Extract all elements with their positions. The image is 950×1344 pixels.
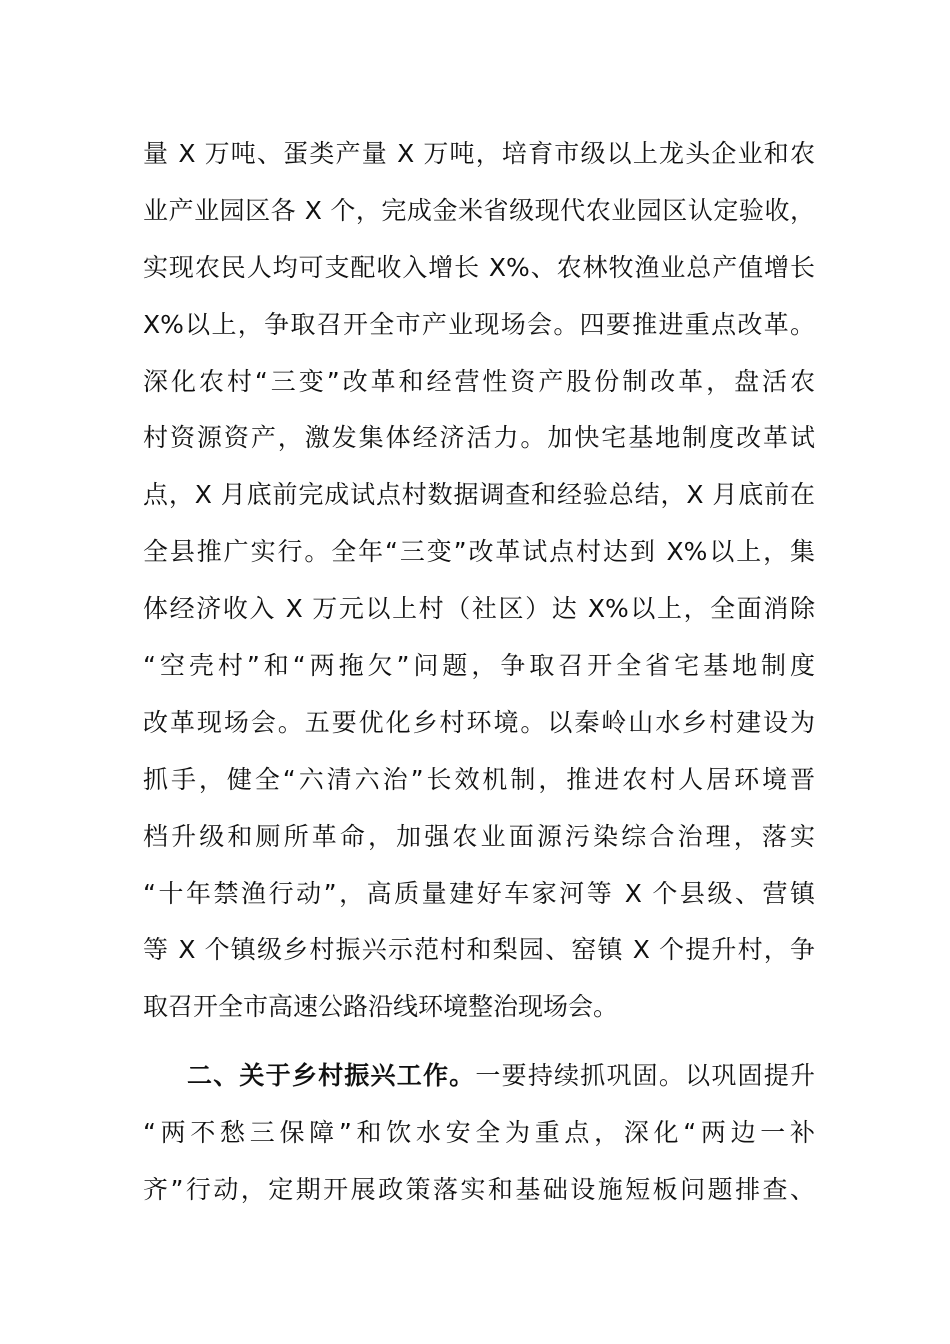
text-line: 取召开全市高速公路沿线环境整治现场会。 (143, 992, 619, 1022)
text-line: 量 X 万吨、蛋类产量 X 万吨，培育市级以上龙头企业和农 (143, 139, 815, 168)
document-body (143, 126, 815, 1219)
paragraph-spacer (143, 1036, 815, 1048)
text-line: 档升级和厕所革命，加强农业面源污染综合治理，落实 (143, 821, 815, 851)
paragraph-rural-industry-reform (143, 126, 815, 1036)
section-heading: 二、关于乡村振兴工作。 (187, 1061, 476, 1091)
text-line: 体经济收入 X 万元以上村（社区）达 X%以上，全面消除 (143, 594, 815, 624)
text-line: 点，X 月底前完成试点村数据调查和经验总结，X 月底前在 (143, 480, 815, 510)
text-line: 村资源资产，激发集体经济活力。加快宅基地制度改革试 (143, 423, 815, 453)
text-line: 齐”行动，定期开展政策落实和基础设施短板问题排查、 (143, 1175, 815, 1205)
text-line: 深化农村“三变”改革和经营性资产股份制改革，盘活农 (143, 366, 815, 396)
text-line: 实现农民人均可支配收入增长 X%、农林牧渔业总产值增长 (143, 252, 815, 282)
text-line: 全县推广实行。全年“三变”改革试点村达到 X%以上，集 (143, 537, 815, 567)
text-run: 一要持续抓巩固。以巩固提升 (475, 1061, 815, 1091)
text-line: “空壳村”和“两拖欠”问题，争取召开全省宅基地制度 (143, 651, 815, 681)
text-line: “两不愁三保障”和饮水安全为重点，深化“两边一补 (143, 1118, 815, 1148)
text-line: X%以上，争取召开全市产业现场会。四要推进重点改革。 (143, 309, 815, 339)
text-line: 抓手，健全“六清六治”长效机制，推进农村人居环境晋 (143, 764, 815, 794)
text-line: “十年禁渔行动”，高质量建好车家河等 X 个县级、营镇 (143, 878, 815, 908)
text-line: 改革现场会。五要优化乡村环境。以秦岭山水乡村建设为 (143, 707, 815, 737)
text-line-first (143, 1048, 815, 1105)
paragraph-rural-revitalization (143, 1048, 815, 1219)
text-line: 等 X 个镇级乡村振兴示范村和梨园、窑镇 X 个提升村，争 (143, 935, 815, 965)
text-line: 业产业园区各 X 个，完成金米省级现代农业园区认定验收， (143, 195, 815, 225)
